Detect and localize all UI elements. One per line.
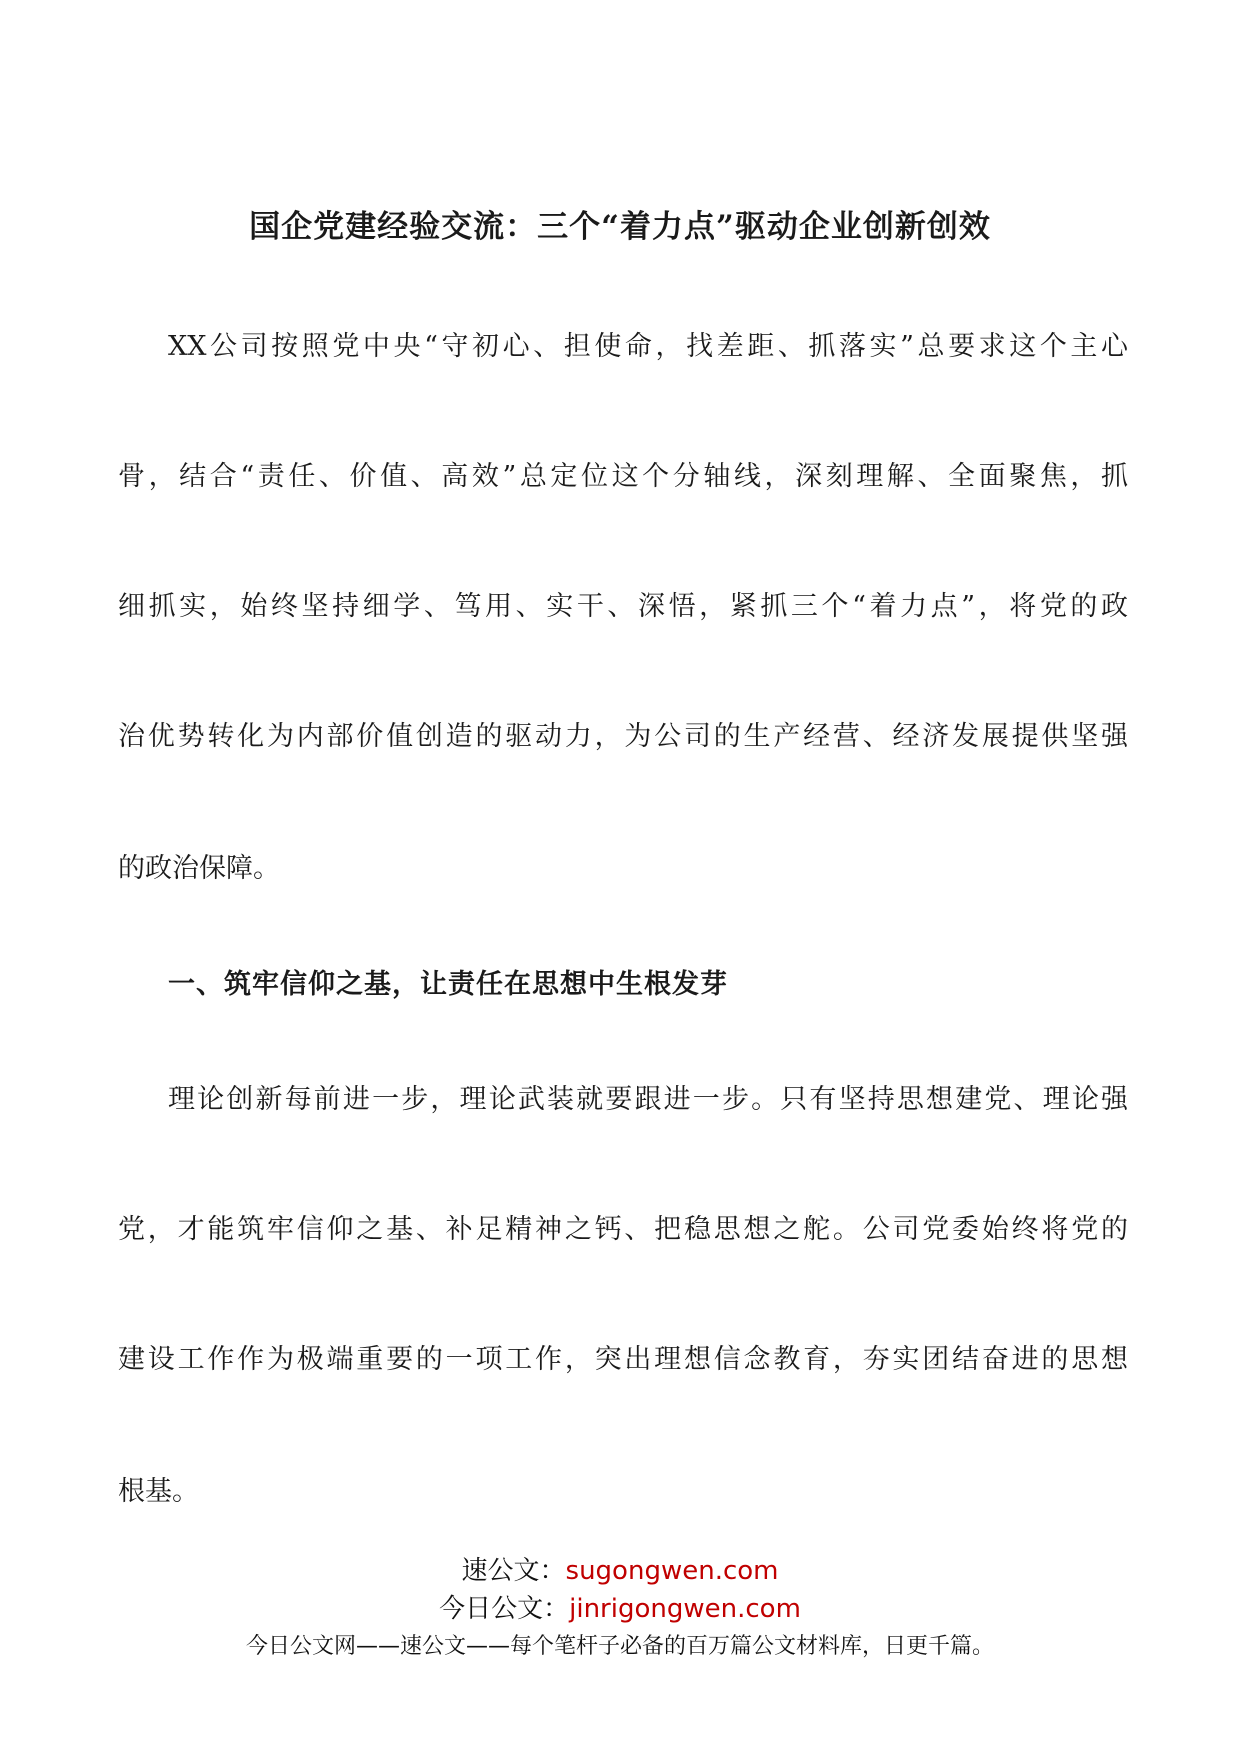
paragraph-line: 骨，结合“责任、价值、高效”总定位这个分轴线，深刻理解、全面聚焦，抓 [118, 461, 1128, 492]
footer-link-jinrigongwen[interactable]: jinrigongwen.com [569, 1594, 801, 1624]
paragraph-line: 治优势转化为内部价值创造的驱动力，为公司的生产经营、经济发展提供坚强 [118, 721, 1128, 752]
paragraph-line: 细抓实，始终坚持细学、笃用、实干、深悟，紧抓三个“着力点”，将党的政 [118, 591, 1128, 622]
footer-line-sugongwen [0, 1553, 1240, 1589]
paragraph-line: 理论创新每前进一步，理论武装就要跟进一步。只有坚持思想建党、理论强 [168, 1084, 1128, 1115]
paragraph-line: 根基。 [118, 1476, 199, 1507]
footer-tagline: 今日公文网——速公文——每个笔杆子必备的百万篇公文材料库，日更千篇。 [245, 1634, 994, 1659]
footer-label: 速公文： [461, 1556, 566, 1586]
footer-line-jinrigongwen [0, 1591, 1240, 1627]
document-title: 国企党建经验交流：三个“着力点”驱动企业创新创效 [249, 209, 991, 245]
paragraph-line: XX公司按照党中央“守初心、担使命，找差距、抓落实”总要求这个主心 [168, 331, 1128, 362]
section-heading: 一、筑牢信仰之基，让责任在思想中生根发芽 [168, 969, 728, 1000]
paragraph-line: 建设工作作为极端重要的一项工作，突出理想信念教育，夯实团结奋进的思想 [118, 1344, 1128, 1375]
footer-link-sugongwen[interactable]: sugongwen.com [565, 1556, 779, 1586]
footer-label: 今日公文： [439, 1594, 570, 1624]
paragraph-line: 党，才能筑牢信仰之基、补足精神之钙、把稳思想之舵。公司党委始终将党的 [118, 1214, 1128, 1245]
paragraph-line: 的政治保障。 [118, 853, 280, 884]
